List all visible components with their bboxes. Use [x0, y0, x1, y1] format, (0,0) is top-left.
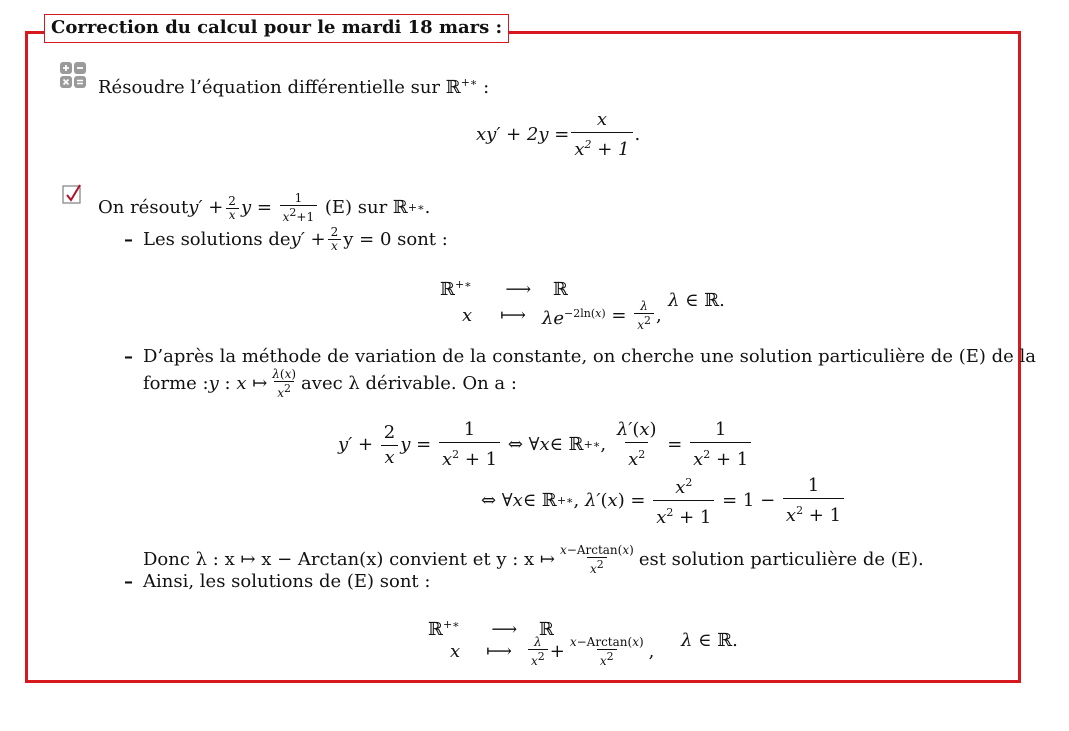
particular-solution-line: Donc λ : x ↦ x − Arctan(x) convient et y : x ↦ $\frac{\text{x−Arctan(x)}}{x^2}$ est solution particulière de (E).	[143, 543, 924, 576]
statement: Résoudre l’équation différentielle sur ℝ+∗ :	[98, 76, 490, 98]
homogeneous-line: – Les solutions de y′ + $\frac{2}{x}$ y = 0 sont :	[124, 225, 448, 253]
equivalence-line1: y′ + $\frac{2}{x}$ y = $\frac{1}{x^2 + 1}$ ⇔ ∀ x ∈ ℝ +∗ , $\frac{\lambda'(x)}{x^2}$ = $\frac{1}{x^2 + 1}$	[338, 418, 753, 472]
differential-equation: xy′ + 2y = $\frac{x}{x^2 + 1}$ .	[476, 109, 641, 160]
homogeneous-map-row2: x ⟼ $\lambda e^{-2ln(x)}$ = $\frac{\lambda}{x^2}$ ,	[462, 299, 662, 332]
equation-fraction: $\frac{x}{x^2 + 1}$	[571, 108, 632, 162]
variation-line1: – D’après la méthode de variation de la constante, on cherche une solution particulière de (E) de la	[124, 346, 1036, 367]
lambda-real-final: λ ∈ ℝ.	[681, 630, 738, 651]
solution-intro: On résout y′ + $\frac{2}{x}$ y = $\frac{1}{x^2+1}$ (E) sur ℝ +∗ .	[98, 191, 431, 224]
calculator-icon	[60, 62, 86, 88]
title: Correction du calcul pour le mardi 18 mars :	[44, 14, 509, 43]
lambda-real: λ ∈ ℝ.	[668, 290, 725, 311]
general-solution-map: ℝ+∗ ⟶ ℝ	[428, 618, 554, 640]
ainsi-line: – Ainsi, les solutions de (E) sont :	[124, 571, 431, 592]
variation-line2: forme : y : x ↦ $\frac{\lambda(x)}{x^2}$ avec λ dérivable. On a :	[143, 367, 517, 400]
checkbox-checked-icon	[62, 183, 84, 205]
homogeneous-map: ℝ+∗ ⟶ ℝ	[440, 278, 568, 300]
general-solution-map-row2: x ⟼ $\frac{\lambda}{x^2}$ + $\frac{\text{x−Arctan(x)}}{x^2}$ ,	[450, 635, 655, 668]
equivalence-line2: ⇔ ∀ x ∈ ℝ +∗ , λ′ ( x ) = $\frac{x^2}{x^2 + 1}$ = 1 − $\frac{1}{x^2 + 1}$	[481, 471, 846, 530]
